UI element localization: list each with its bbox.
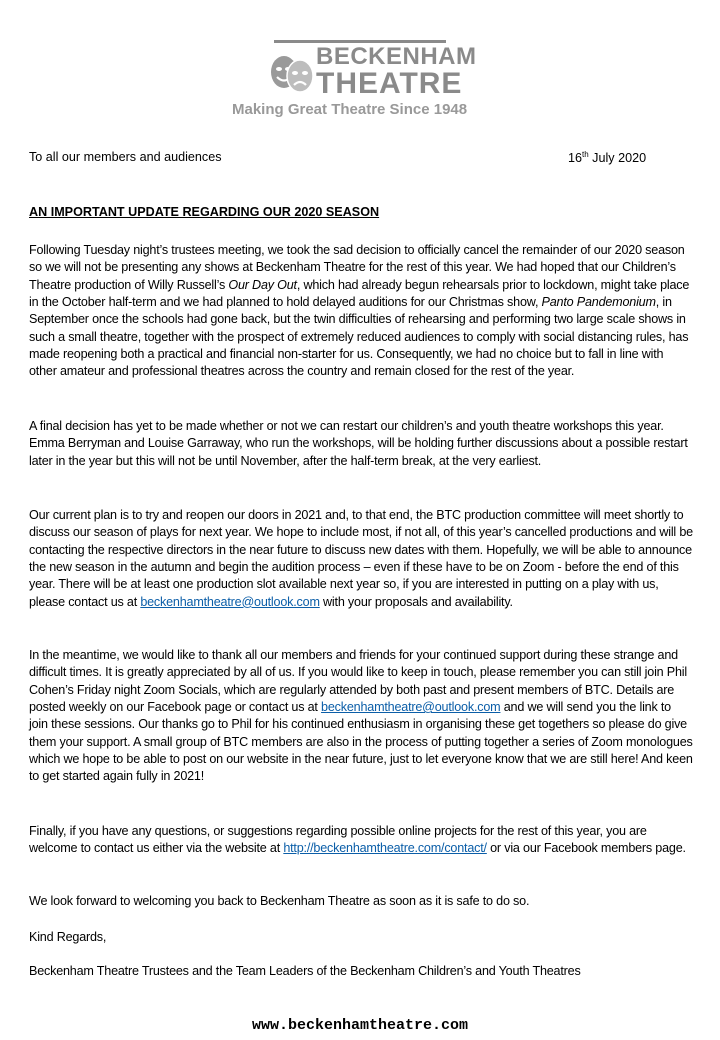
contact-page-link[interactable]: http://beckenhamtheatre.com/contact/ [283, 841, 487, 856]
logo-tagline: Making Great Theatre Since 1948 [232, 101, 468, 118]
sign-off [29, 929, 693, 946]
paragraph-4 [29, 647, 693, 786]
email-link[interactable]: beckenhamtheatre@outlook.com [140, 594, 320, 609]
sign-off-text: Kind Regards, [29, 930, 107, 944]
date-day: 16 [568, 151, 583, 166]
para3-text-a: Our current plan is to try and reopen our doors in 2021 and, to that end, the BTC production committee will meet shortly to discuss our season of plays for next year. We hope to include most, if not all, of this year’s cancelled productions and will be contacting the respective directors in the near future to discuss new dates with them. Hopefully, we will be able to announce the new season in the autumn and begin the audition process – even if these have to be on Zoom - before the end of this year. There will be at least one production slot available next year so, if you are interested in putting on a play with us, please contact us at [29, 508, 693, 609]
paragraph-6 [29, 893, 693, 910]
para1-text-a: Following Tuesday night’s trustees meeting, we took the sad decision to officially cancel the remainder of our 2020 season so we will not be presenting any shows at Beckenham Theatre for the rest of this year. We had hoped that our Children’s Theatre production of Willy Russell’s [29, 243, 685, 292]
signature [29, 963, 693, 980]
para1-text-c: , in September once the schools had gone back, but the twin difficulties of rehearsing and performing two large scale shows in such a small theatre, together with the prospect of extremely reduced audiences to comply with social distancing rules, has made reopening both a practical and financial non-starter for us. Consequently, we had no choice but to fall in line with other amateur and professional theatres across the country and remain closed for the rest of the year. [29, 295, 689, 379]
para6-text: We look forward to welcoming you back to Beckenham Theatre as soon as it is safe to do so. [29, 894, 530, 908]
letter-date [568, 150, 646, 165]
signature-text: Beckenham Theatre Trustees and the Team Leaders of the Beckenham Children’s and Youth Theatres [29, 964, 581, 978]
para3-text-b: with your proposals and availability. [319, 594, 513, 609]
paragraph-1 [29, 242, 693, 381]
para4-text-b: and we will send you the link to join these sessions. Our thanks go to Phil for his continued enthusiasm in organising these get togethers so please do give them your support. A small group of BTC members are also in the process of putting together a series of Zoom monologues which we hope to be able to post on our website in the near future, just to let everyone know that we are still here! And keen to get started again fully in 2021! [29, 700, 693, 784]
recipient-line: To all our members and audiences [29, 150, 222, 164]
production-title-panto-pandemonium: Panto Pandemonium [541, 295, 656, 310]
paragraph-5 [29, 823, 693, 858]
date-rest: July 2020 [588, 151, 647, 166]
theatre-masks-icon [268, 52, 316, 96]
letter-heading: AN IMPORTANT UPDATE REGARDING OUR 2020 SEASON [29, 205, 380, 219]
paragraph-3 [29, 507, 693, 611]
email-link[interactable]: beckenhamtheatre@outlook.com [321, 700, 501, 715]
para5-text-a: Finally, if you have any questions, or suggestions regarding possible online projects for the rest of this year, you are welcome to contact us either via the website at [29, 824, 647, 856]
production-title-our-day-out: Our Day Out [228, 277, 297, 292]
para2-text: A final decision has yet to be made whether or not we can restart our children’s and youth theatre workshops this year. Emma Berryman and Louise Garraway, who run the workshops, will be holding further discussions about a possible restart later in the year but this will not be until November, after the half-term break, at the very earliest. [29, 419, 688, 468]
logo-name-line1: BECKENHAM [316, 43, 477, 70]
paragraph-2 [29, 418, 693, 470]
para5-text-b: or via our Facebook members page. [486, 841, 686, 856]
footer-website[interactable]: www.beckenhamtheatre.com [251, 1017, 469, 1034]
para1-text-b: , which had already begun rehearsals prior to lockdown, might take place in the October half-term and we had planned to hold delayed auditions for our Christmas show, [29, 277, 690, 310]
logo-name-line2: THEATRE [316, 67, 463, 100]
date-suffix: th [582, 150, 589, 159]
para4-text-a: In the meantime, we would like to thank all our members and friends for your continued support during these strange and difficult times. It is greatly appreciated by all of us. If you would like to keep in touch, please remember you can still join Phil Cohen’s Friday night Zoom Socials, which are regularly attended by both past and present members of BTC. Details are posted weekly on our Facebook page or contact us at [29, 648, 687, 715]
